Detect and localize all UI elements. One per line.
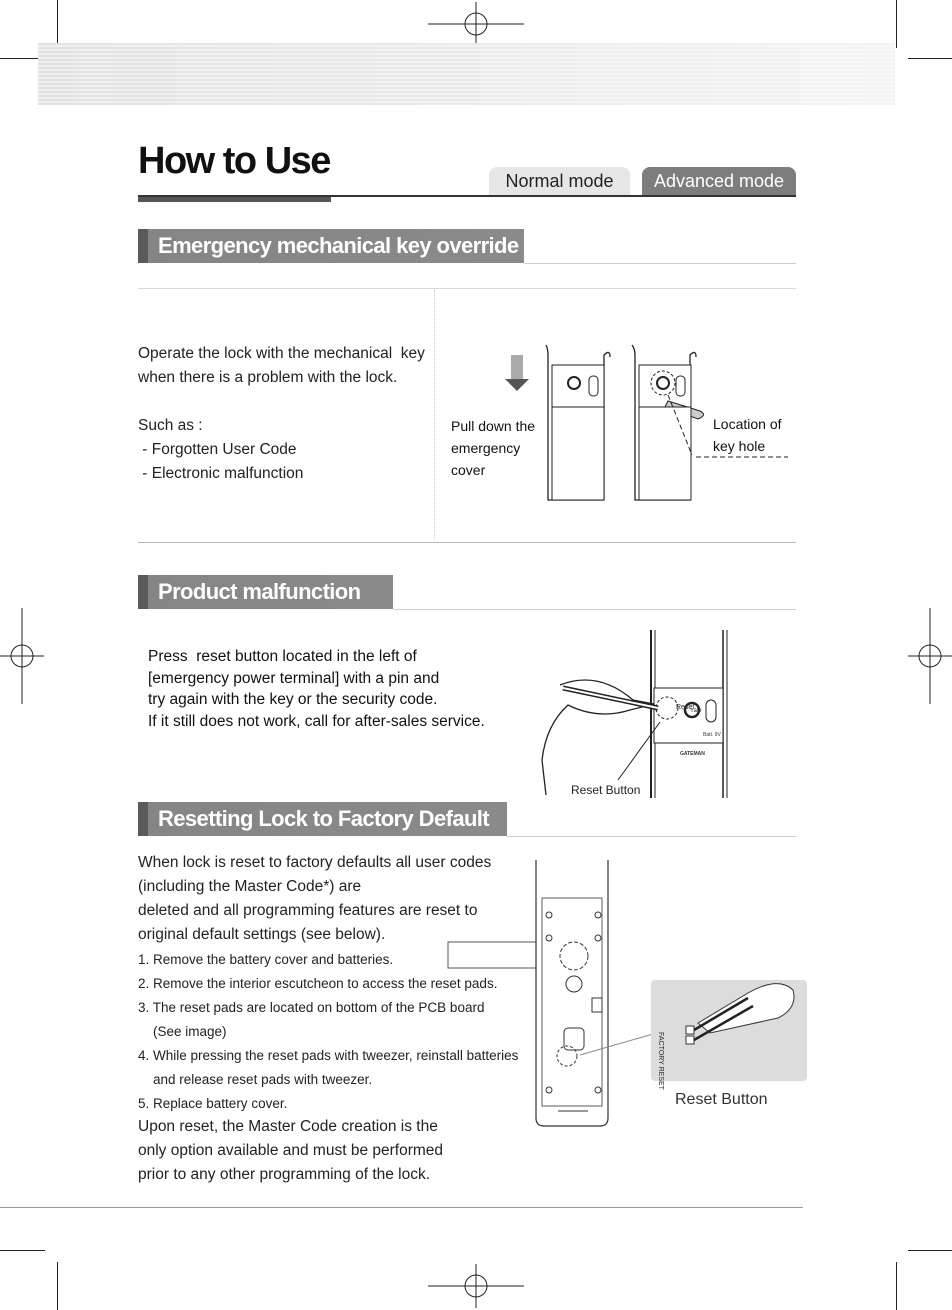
emergency-cover-illustration bbox=[500, 345, 800, 505]
header-band bbox=[38, 43, 895, 105]
pcb-illustration bbox=[448, 858, 808, 1130]
malfunction-text-4: If it still does not work, call for after-sales service. bbox=[148, 713, 485, 730]
step-item: 4. While pressing the reset pads with tweezer, reinstall batteries bbox=[138, 1048, 519, 1063]
registration-mark-right bbox=[908, 608, 952, 704]
emergency-text-1: Operate the lock with the mechanical key bbox=[138, 345, 425, 362]
device-reset-text: Reset bbox=[676, 704, 695, 711]
section-rule bbox=[524, 263, 796, 264]
section-heading-factory-reset: Resetting Lock to Factory Default bbox=[138, 802, 507, 836]
section-rule bbox=[507, 836, 796, 837]
factory-outro-1: Upon reset, the Master Code creation is the bbox=[138, 1118, 438, 1135]
such-as-label: Such as : bbox=[138, 417, 203, 434]
tab-advanced-mode[interactable]: Advanced mode bbox=[642, 167, 796, 195]
malfunction-text-1: Press reset button located in the left of bbox=[148, 648, 417, 665]
factory-intro-4: original default settings (see below). bbox=[138, 926, 386, 943]
step-item: 2. Remove the interior escutcheon to access the reset pads. bbox=[138, 976, 498, 991]
registration-mark-bottom bbox=[428, 1264, 524, 1308]
reset-button-label-1: Reset Button bbox=[571, 783, 641, 797]
emergency-text-2: when there is a problem with the lock. bbox=[138, 369, 398, 386]
reset-pin-illustration bbox=[538, 630, 738, 800]
step-item: (See image) bbox=[138, 1024, 227, 1039]
step-item: 1. Remove the battery cover and batteries. bbox=[138, 952, 394, 967]
pull-down-label-3: cover bbox=[451, 462, 486, 478]
column-divider bbox=[434, 290, 435, 540]
pcb-reset-pad-text: FACTORY RESET bbox=[657, 1032, 664, 1090]
step-item: 3. The reset pads are located on bottom of the PCB board bbox=[138, 1000, 485, 1015]
key-hole-label-2: key hole bbox=[713, 438, 766, 454]
registration-mark-left bbox=[0, 608, 44, 704]
factory-outro-3: prior to any other programming of the lock. bbox=[138, 1166, 431, 1183]
list-item: - Electronic malfunction bbox=[138, 465, 304, 482]
tab-normal-mode[interactable]: Normal mode bbox=[489, 167, 630, 195]
reset-button-label-2: Reset Button bbox=[675, 1091, 768, 1108]
section-heading-malfunction: Product malfunction bbox=[138, 575, 393, 609]
factory-intro-2: (including the Master Code*) are bbox=[138, 878, 362, 895]
section-heading-emergency: Emergency mechanical key override bbox=[138, 229, 524, 263]
device-batt-text: Batt. 9V bbox=[703, 732, 721, 738]
malfunction-text-3: try again with the key or the security code. bbox=[148, 691, 438, 708]
pull-down-label-1: Pull down the bbox=[451, 418, 536, 434]
list-item: - Forgotten User Code bbox=[138, 441, 297, 458]
device-maker-text: GATEMAN bbox=[680, 751, 705, 757]
factory-intro-3: deleted and all programming features are reset to bbox=[138, 902, 478, 919]
step-item: 5. Replace battery cover. bbox=[138, 1096, 288, 1111]
device-brand-text: Yale bbox=[690, 708, 702, 714]
key-hole-label-1: Location of bbox=[713, 416, 782, 432]
page-title: How to Use bbox=[138, 140, 330, 182]
divider bbox=[138, 288, 796, 289]
malfunction-text-2: [emergency power terminal] with a pin and bbox=[148, 670, 440, 687]
factory-intro-1: When lock is reset to factory defaults all user codes bbox=[138, 854, 492, 871]
step-item: and release reset pads with tweezer. bbox=[138, 1072, 373, 1087]
pull-down-label-2: emergency bbox=[451, 440, 521, 456]
divider bbox=[138, 542, 796, 543]
title-accent-bar bbox=[138, 197, 331, 202]
registration-mark-top bbox=[428, 2, 524, 46]
section-rule bbox=[393, 609, 796, 610]
factory-outro-2: only option available and must be performed bbox=[138, 1142, 444, 1159]
